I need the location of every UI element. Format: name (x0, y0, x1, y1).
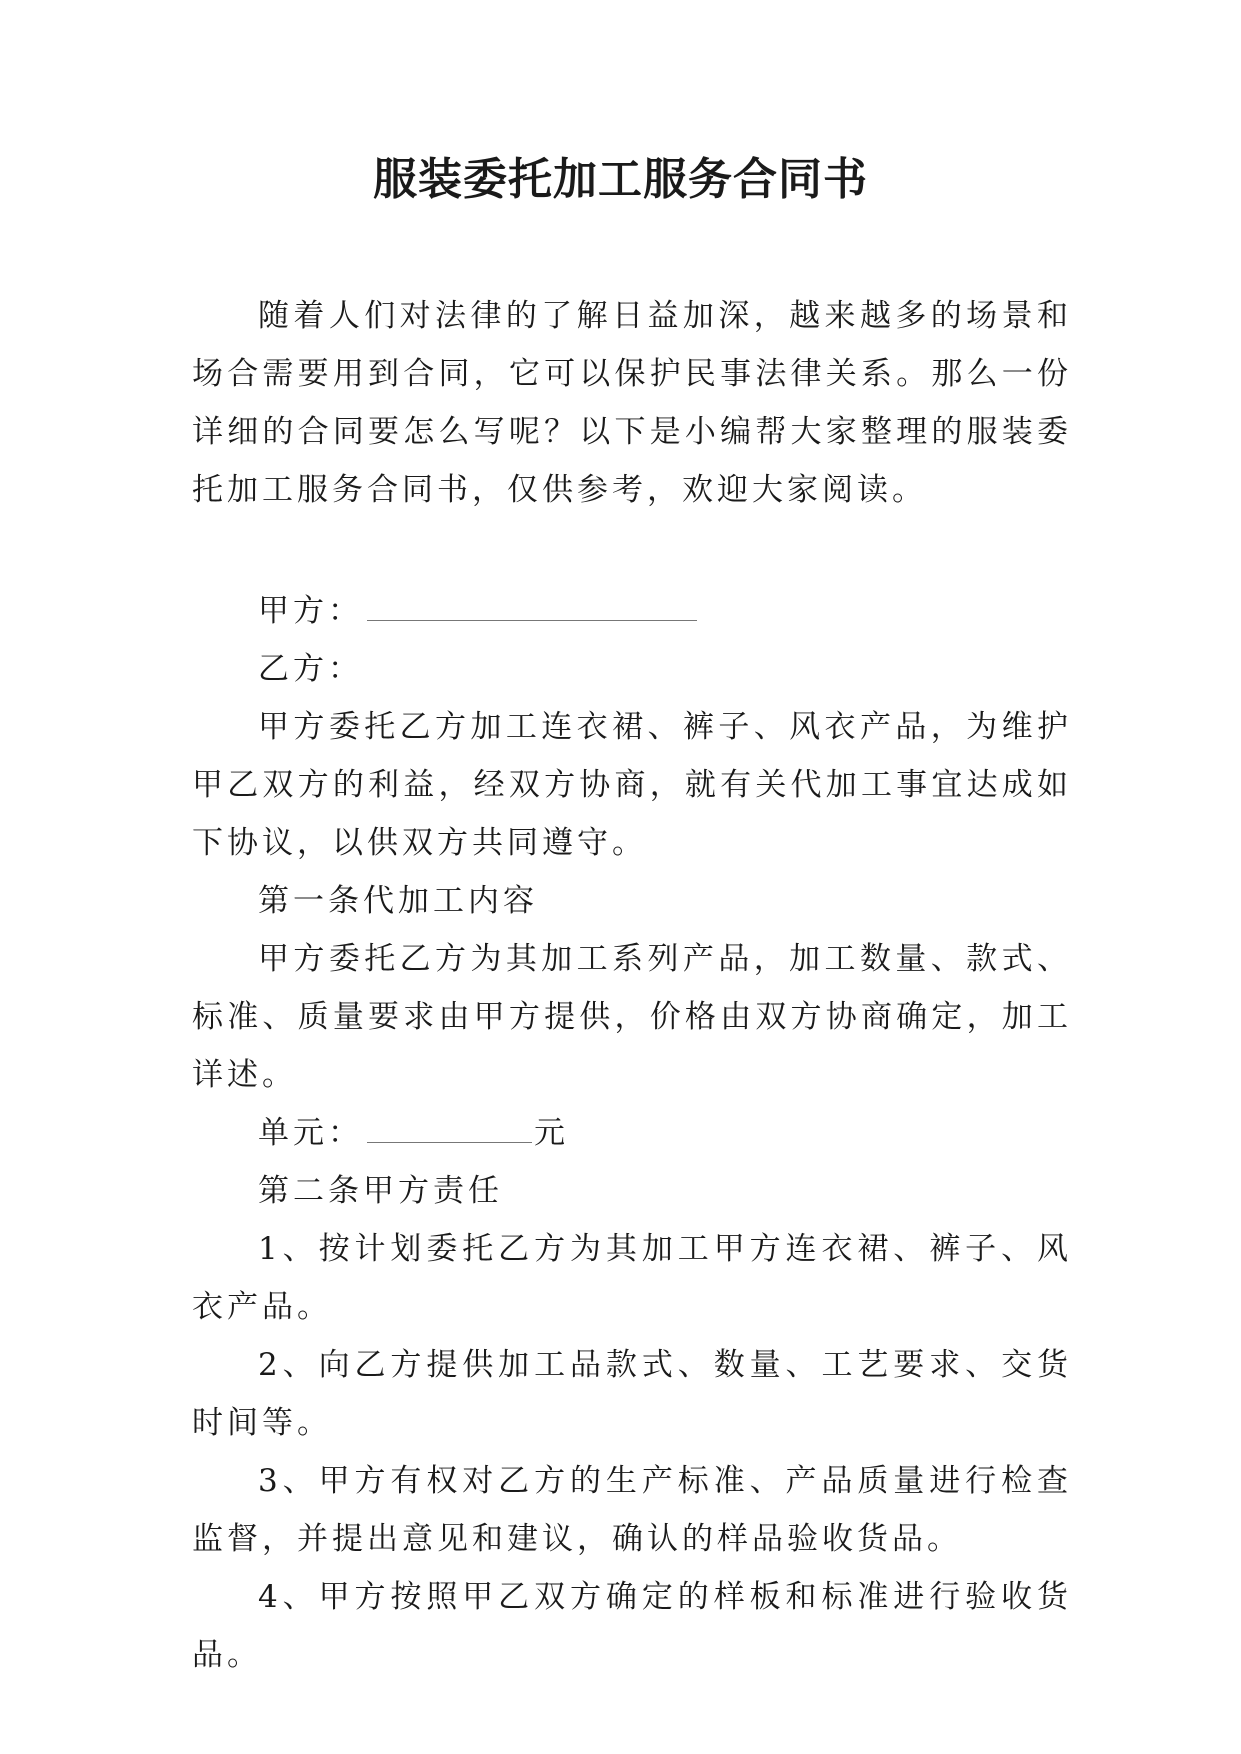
contract-body (192, 582, 1072, 1684)
unit-label: 单元： (258, 1115, 363, 1151)
unit-blank (367, 1118, 532, 1143)
article-2-title: 第二条甲方责任 (258, 1173, 503, 1209)
party-b-line (192, 640, 1072, 698)
preamble-paragraph: 甲方委托乙方加工连衣裙、裤子、风衣产品，为维护甲乙双方的利益，经双方协商，就有关代加工事宜达成如下协议，以供双方共同遵守。 (192, 709, 1072, 861)
list-item: 3、甲方有权对乙方的生产标准、产品质量进行检查监督，并提出意见和建议，确认的样品验收货品。 (192, 1463, 1072, 1557)
party-b-label: 乙方： (258, 651, 363, 687)
unit-line (192, 1104, 1072, 1162)
list-item: 4、甲方按照甲乙双方确定的样板和标准进行验收货品。 (192, 1579, 1072, 1673)
party-a-label: 甲方： (258, 593, 363, 629)
list-item: 1、按计划委托乙方为其加工甲方连衣裙、裤子、风衣产品。 (192, 1231, 1072, 1325)
party-a-blank (367, 596, 697, 621)
party-a-line (192, 582, 1072, 640)
article-1-title: 第一条代加工内容 (258, 883, 538, 919)
article-1-text: 甲方委托乙方为其加工系列产品，加工数量、款式、标准、质量要求由甲方提供，价格由双方协商确定，加工详述。 (192, 941, 1072, 1093)
intro-section (192, 287, 1072, 519)
intro-paragraph: 随着人们对法律的了解日益加深，越来越多的场景和场合需要用到合同，它可以保护民事法律关系。那么一份详细的合同要怎么写呢？以下是小编帮大家整理的服装委托加工服务合同书，仅供参考，欢迎大家阅读。 (192, 298, 1072, 508)
list-item: 2、向乙方提供加工品款式、数量、工艺要求、交货时间等。 (192, 1347, 1072, 1441)
document-title: 服装委托加工服务合同书 (373, 154, 868, 205)
unit-suffix: 元 (534, 1115, 569, 1151)
